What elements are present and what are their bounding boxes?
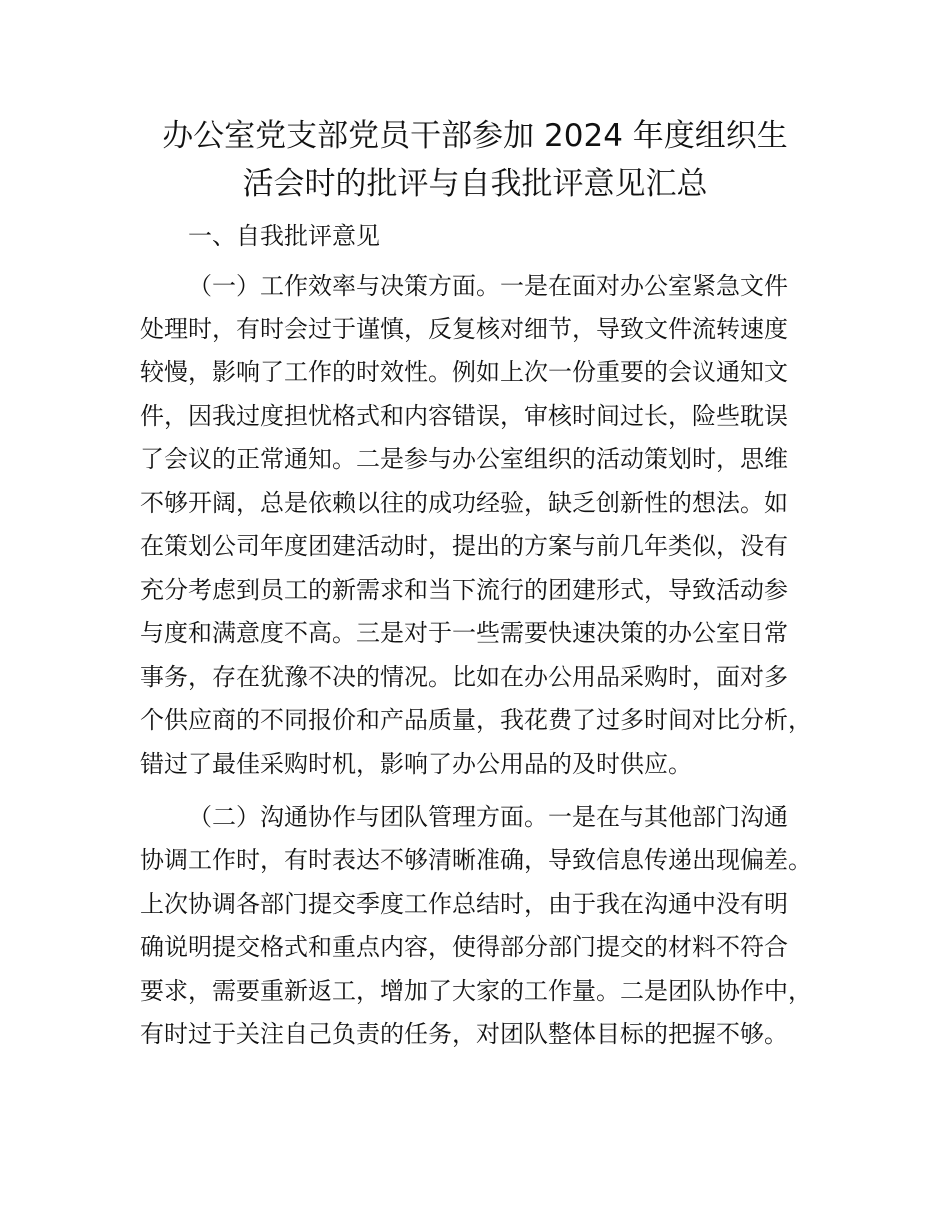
paragraph-line: 处理时，有时会过于谨慎，反复核对细节，导致文件流转速度 — [140, 315, 788, 343]
paragraph-line: （二）沟通协作与团队管理方面。一是在与其他部门沟通 — [188, 803, 788, 831]
paragraph-line: 了会议的正常通知。二是参与办公室组织的活动策划时，思维 — [140, 445, 788, 473]
paragraph-line: 确说明提交格式和重点内容，使得部分部门提交的材料不符合 — [140, 933, 788, 961]
document-title — [120, 112, 830, 208]
paragraph-line: 上次协调各部门提交季度工作总结时，由于我在沟通中没有明 — [140, 890, 788, 918]
paragraph-line: 较慢，影响了工作的时效性。例如上次一份重要的会议通知文 — [140, 358, 788, 386]
paragraph-line: 有时过于关注自己负责的任务，对团队整体目标的把握不够。 — [140, 1020, 788, 1048]
paragraph-line: 充分考虑到员工的新需求和当下流行的团建形式，导致活动参 — [140, 576, 788, 604]
paragraph-line: 协调工作时，有时表达不够清晰准确，导致信息传递出现偏差。 — [140, 846, 812, 874]
paragraph-line: 错过了最佳采购时机，影响了办公用品的及时供应。 — [140, 750, 692, 778]
paragraph-line: 要求，需要重新返工，增加了大家的工作量。二是团队协作中， — [140, 977, 812, 1005]
paragraph-line: 与度和满意度不高。三是对于一些需要快速决策的办公室日常 — [140, 619, 788, 647]
section-heading: 一、自我批评意见 — [188, 222, 380, 250]
paragraph-line: 件，因我过度担忧格式和内容错误，审核时间过长，险些耽误 — [140, 402, 788, 430]
paragraph-line: （一）工作效率与决策方面。一是在面对办公室紧急文件 — [188, 272, 788, 300]
paragraph-line: 不够开阔，总是依赖以往的成功经验，缺乏创新性的想法。如 — [140, 489, 788, 517]
title-line-2: 活会时的批评与自我批评意见汇总 — [242, 166, 708, 202]
title-line-1: 办公室党支部党员干部参加 2024 年度组织生 — [162, 118, 788, 154]
paragraph-line: 事务，存在犹豫不决的情况。比如在办公用品采购时，面对多 — [140, 663, 788, 691]
paragraph-line: 个供应商的不同报价和产品质量，我花费了过多时间对比分析， — [140, 706, 812, 734]
paragraph-line: 在策划公司年度团建活动时，提出的方案与前几年类似，没有 — [140, 532, 788, 560]
